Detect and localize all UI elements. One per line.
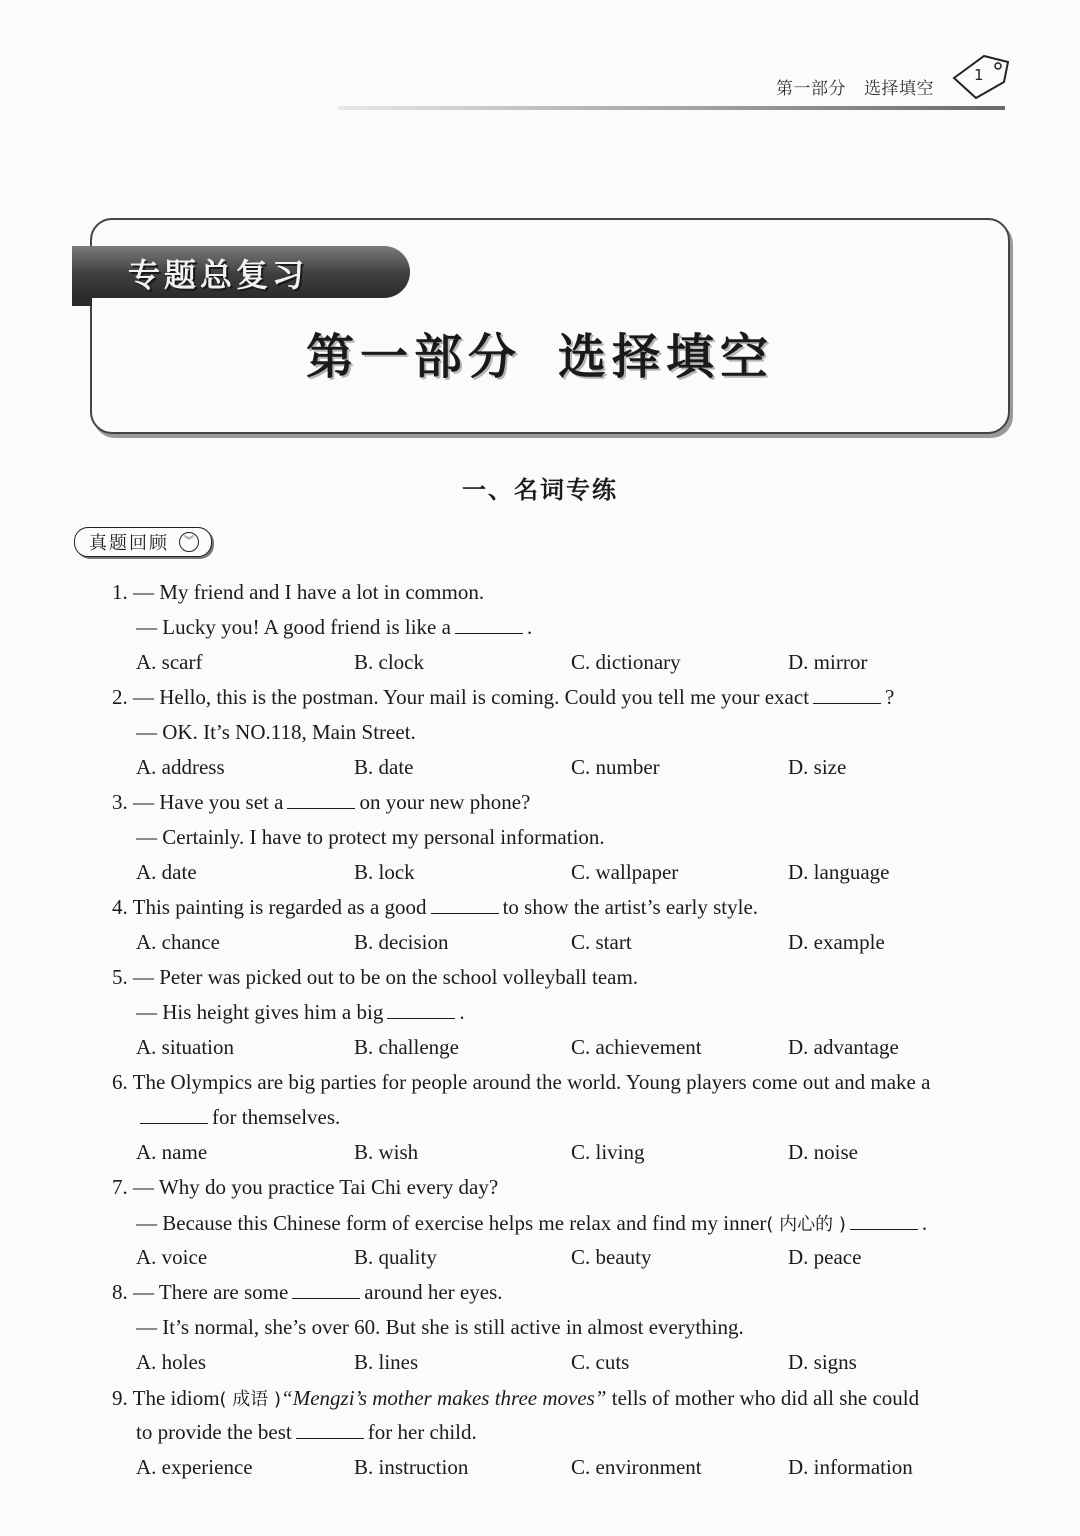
question-number: 3. — [112, 790, 128, 814]
answer-option[interactable]: D. signs — [788, 1350, 857, 1374]
review-badge — [74, 527, 212, 557]
answer-option[interactable]: D. size — [788, 755, 847, 779]
answer-option[interactable]: B. challenge — [354, 1035, 459, 1059]
question-line — [136, 615, 532, 640]
question-text: on your new phone? — [359, 790, 531, 814]
answer-option[interactable]: A. scarf — [136, 650, 203, 674]
ribbon-label: 专题总复习 — [128, 256, 309, 294]
answer-option[interactable]: A. situation — [136, 1035, 234, 1059]
question-line — [136, 825, 605, 850]
question-text: for themselves. — [212, 1105, 341, 1129]
header-rule — [338, 106, 1005, 110]
header-topic: 选择填空 — [864, 79, 934, 99]
answer-blank[interactable] — [431, 912, 499, 914]
question-text: — Why do you practice Tai Chi every day? — [133, 1175, 499, 1199]
question-line — [136, 1420, 477, 1445]
question-number: 4. — [112, 895, 128, 919]
question-line — [136, 1105, 340, 1130]
answer-blank[interactable] — [296, 1437, 364, 1439]
question-line — [112, 1280, 503, 1305]
chapter-title — [0, 318, 1080, 387]
answer-option[interactable]: C. wallpaper — [571, 860, 679, 884]
question-text: — There are some — [133, 1280, 289, 1304]
question-text: tells of mother who did all she could — [606, 1386, 920, 1410]
header-part: 第一部分 — [776, 79, 846, 99]
answer-option[interactable]: C. cuts — [571, 1350, 630, 1374]
question-text: — Lucky you! A good friend is like a — [136, 615, 451, 639]
question-line — [112, 1385, 919, 1411]
answer-option[interactable]: A. date — [136, 860, 197, 884]
answer-option[interactable]: D. information — [788, 1455, 913, 1479]
answer-option[interactable]: D. peace — [788, 1245, 862, 1269]
answer-blank[interactable] — [387, 1017, 455, 1019]
question-text: — His height gives him a big — [136, 1000, 384, 1024]
answer-option[interactable]: D. noise — [788, 1140, 858, 1164]
question-number: 6. — [112, 1070, 128, 1094]
question-text: — My friend and I have a lot in common. — [133, 580, 485, 604]
answer-blank[interactable] — [140, 1122, 208, 1124]
answer-option[interactable]: D. mirror — [788, 650, 868, 674]
question-number: 5. — [112, 965, 128, 989]
question-line — [112, 965, 638, 990]
idiom-text: “Mengzi’s mother makes three moves” — [281, 1386, 607, 1410]
answer-option[interactable]: C. achievement — [571, 1035, 702, 1059]
question-text: . — [459, 1000, 465, 1024]
question-line — [136, 1210, 927, 1236]
question-line — [136, 720, 416, 745]
answer-option[interactable]: D. language — [788, 860, 890, 884]
badge-label: 真题回顾 — [89, 533, 169, 554]
answer-option[interactable]: C. living — [571, 1140, 645, 1164]
question-line — [112, 580, 484, 605]
answer-option[interactable]: B. quality — [354, 1245, 437, 1269]
answer-option[interactable]: C. start — [571, 930, 632, 954]
question-number: 2. — [112, 685, 128, 709]
running-header — [776, 74, 934, 99]
answer-option[interactable]: A. name — [136, 1140, 208, 1164]
question-line — [136, 1000, 465, 1025]
answer-option[interactable]: B. instruction — [354, 1455, 469, 1479]
question-number: 9. — [112, 1386, 128, 1410]
question-text: — Certainly. I have to protect my personal information. — [136, 825, 605, 849]
answer-option[interactable]: A. address — [136, 755, 225, 779]
double-chevron-down-icon: ︾ — [179, 532, 199, 552]
question-text: . — [526, 615, 533, 639]
question-line — [112, 1070, 930, 1095]
answer-blank[interactable] — [292, 1297, 360, 1299]
question-text: — Hello, this is the postman. Your mail is coming. Could you tell me your exact — [133, 685, 810, 709]
chapter-title-part: 第一部分 — [305, 329, 522, 385]
question-text: — It’s normal, she’s over 60. But she is still active in almost everything. — [136, 1315, 744, 1339]
question-text: . — [921, 1211, 928, 1235]
question-text: to provide the best — [136, 1420, 292, 1444]
section-title: 一、名词专练 — [462, 475, 618, 504]
chinese-gloss: ( 成语 ) — [219, 1389, 282, 1410]
page-number: 1 — [974, 66, 984, 84]
question-text: The Olympics are big parties for people around the world. Young players come out and make a — [132, 1070, 931, 1094]
question-text: around her eyes. — [364, 1280, 503, 1304]
answer-blank[interactable] — [455, 632, 523, 634]
answer-option[interactable]: A. holes — [136, 1350, 206, 1374]
question-text: The idiom — [132, 1386, 220, 1410]
chapter-title-topic: 选择填空 — [558, 329, 775, 385]
question-text: — Have you set a — [133, 790, 284, 814]
question-line — [112, 1175, 498, 1200]
answer-option[interactable]: B. lines — [354, 1350, 419, 1374]
answer-option[interactable]: A. chance — [136, 930, 220, 954]
chinese-gloss: ( 内心的 ) — [766, 1214, 846, 1235]
answer-option[interactable]: D. example — [788, 930, 885, 954]
question-line — [136, 1315, 744, 1340]
question-number: 1. — [112, 580, 128, 604]
question-number: 7. — [112, 1175, 128, 1199]
answer-blank[interactable] — [850, 1228, 918, 1230]
answer-option[interactable]: C. beauty — [571, 1245, 652, 1269]
question-text: This painting is regarded as a good — [132, 895, 427, 919]
answer-option[interactable]: D. advantage — [788, 1035, 899, 1059]
answer-option[interactable]: B. wish — [354, 1140, 419, 1164]
question-line — [112, 685, 894, 710]
answer-option[interactable]: B. decision — [354, 930, 449, 954]
question-text: to show the artist’s early style. — [502, 895, 759, 919]
question-text: ? — [885, 685, 895, 709]
answer-option[interactable]: C. number — [571, 755, 660, 779]
question-line — [112, 790, 530, 815]
answer-blank[interactable] — [287, 807, 355, 809]
page-number-tag — [950, 52, 1012, 102]
question-line — [112, 895, 758, 920]
question-text: — Because this Chinese form of exercise helps me relax and find my inner — [136, 1211, 767, 1235]
question-number: 8. — [112, 1280, 128, 1304]
answer-option[interactable]: A. voice — [136, 1245, 208, 1269]
question-text: — OK. It’s NO.118, Main Street. — [136, 720, 416, 744]
answer-option[interactable]: A. experience — [136, 1455, 253, 1479]
answer-option[interactable]: B. lock — [354, 860, 415, 884]
answer-option[interactable]: C. dictionary — [571, 650, 681, 674]
answer-option[interactable]: C. environment — [571, 1455, 702, 1479]
question-text: — Peter was picked out to be on the school volleyball team. — [133, 965, 639, 989]
question-text: for her child. — [367, 1420, 477, 1444]
answer-option[interactable]: B. clock — [354, 650, 424, 674]
answer-blank[interactable] — [813, 702, 881, 704]
answer-option[interactable]: B. date — [354, 755, 414, 779]
